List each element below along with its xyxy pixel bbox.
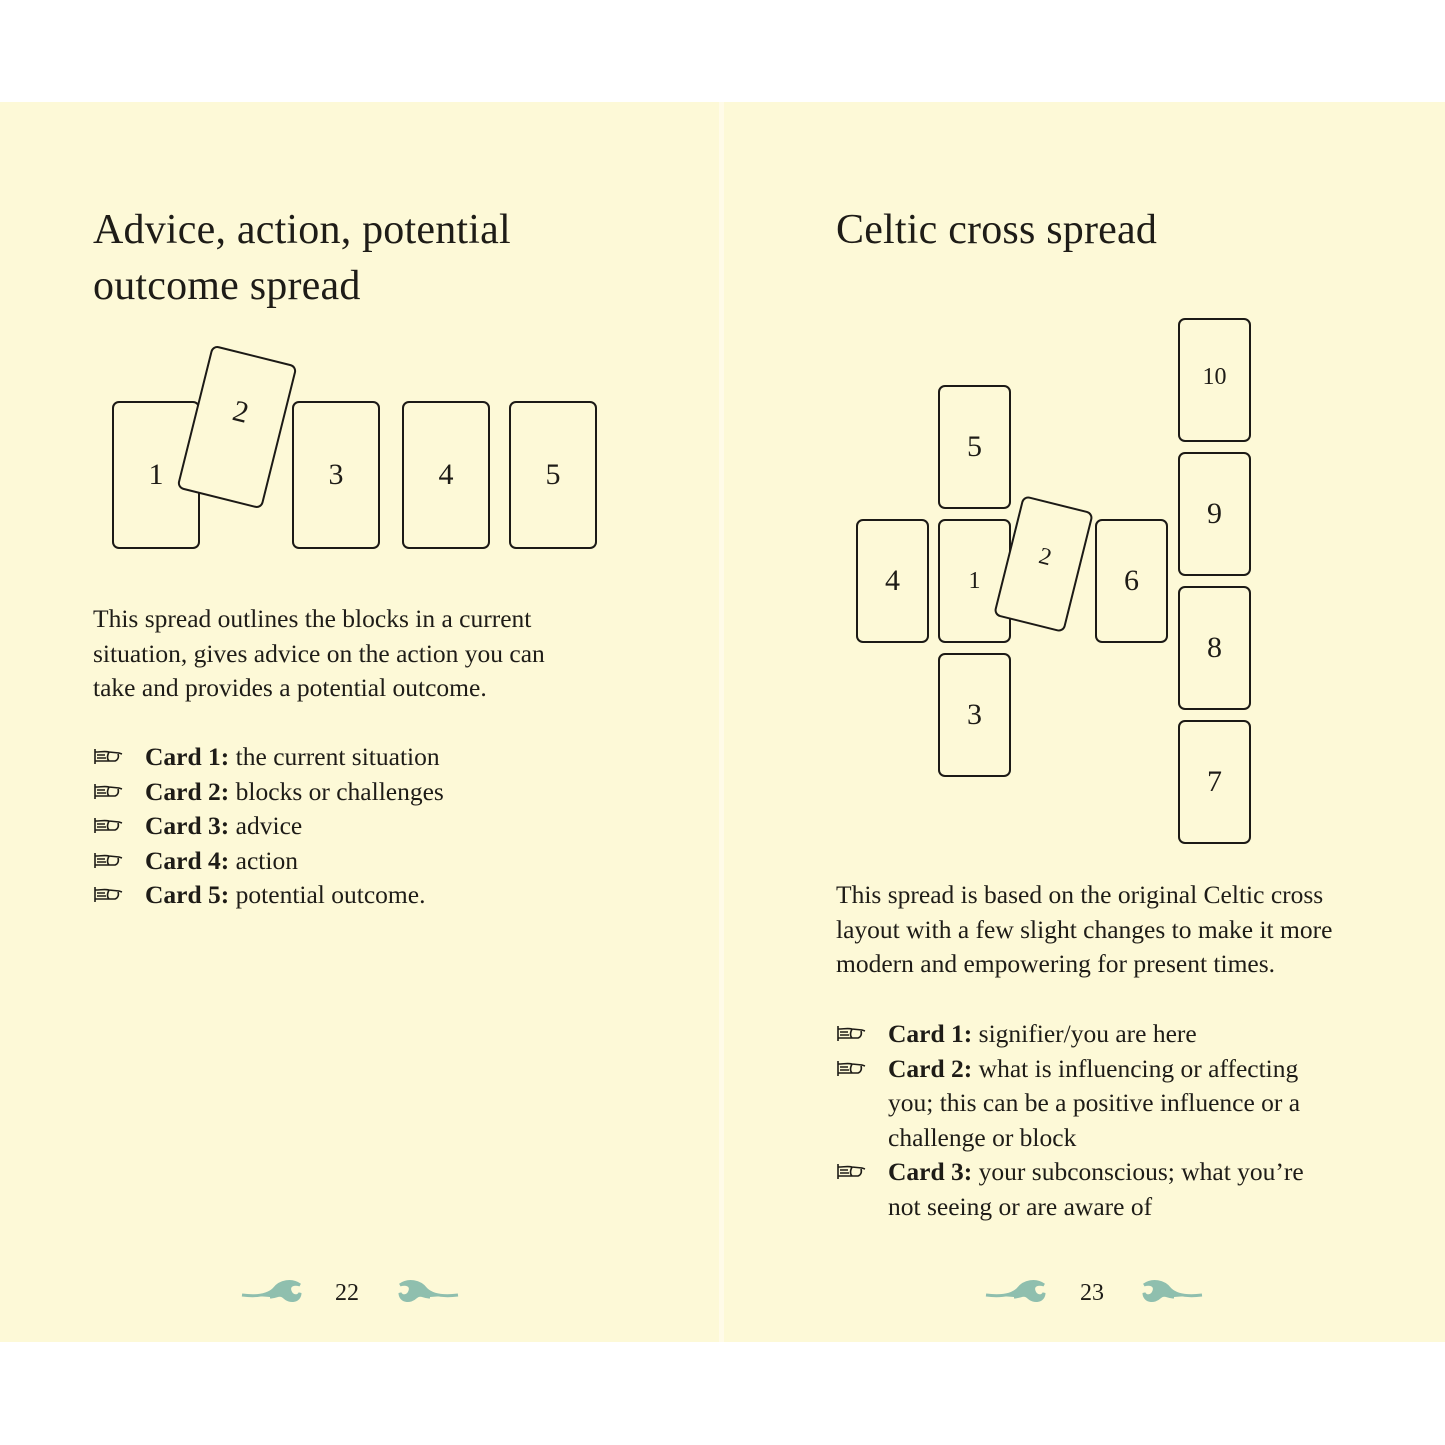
item-label: Card 1: [145,742,230,771]
card-3 [292,401,380,549]
item-text: signifier/you are here [972,1019,1197,1048]
spread-description: This spread outlines the blocks in a current situation, gives advice on the action you can take and provides a potential outcome. [93,604,545,703]
card-number: 4 [885,564,900,597]
right-ornament-icon [1140,1277,1204,1307]
item-text: your subconscious; what you’re not seeing or are aware of [888,1157,1304,1221]
card-number: 3 [328,458,344,491]
page-title: Celtic cross spread [836,207,1158,253]
pointing-hand-icon [93,740,127,774]
card-number: 10 [1202,363,1227,390]
card-meaning-list [93,740,653,913]
card-number: 5 [545,458,561,491]
item-label: Card 1: [888,1019,973,1048]
page-number: 22 [335,1280,359,1306]
card-number: 4 [438,458,454,491]
list-item [93,809,653,844]
card-8 [1178,586,1251,710]
card-6 [1095,519,1168,643]
item-label: Card 3: [888,1157,973,1187]
spread-description: This spread is based on the original Celtic cross layout with a few slight changes to make it more modern and empowering for present times. [836,880,1333,979]
item-text: action [229,845,298,875]
card-1 [938,519,1011,643]
item-text: advice [229,811,303,841]
card-number: 1 [968,567,981,594]
card-9 [1178,452,1251,576]
item-label: Card 2: [145,776,230,806]
page-number: 23 [1080,1280,1104,1306]
title-line-1: Advice, action, potential [93,207,511,253]
card-5 [938,385,1011,509]
list-item [836,1155,1336,1224]
list-item [836,1017,1336,1052]
card-number: 7 [1207,765,1222,798]
card-number: 2 [229,394,253,430]
pointing-hand-icon [93,844,127,878]
card-number: 5 [967,430,982,463]
item-text: what is influencing or affecting you; this can be a positive influence or a challenge or block [888,1053,1301,1152]
card-10 [1178,318,1251,442]
card-2 [993,495,1094,633]
card-number: 2 [1036,542,1055,571]
card-5 [509,401,597,549]
list-item [93,775,653,810]
item-text: potential outcome. [229,880,426,910]
list-item [93,878,653,913]
card-2 [176,345,297,510]
pointing-hand-icon [93,775,127,809]
page-title [93,202,693,314]
title-line-2: outcome spread [93,263,361,309]
card-number: 9 [1207,497,1222,530]
pointing-hand-icon [93,809,127,843]
card-number: 8 [1207,631,1222,664]
card-number: 1 [148,458,164,491]
left-ornament-icon [240,1277,304,1307]
left-ornament-icon [984,1277,1048,1307]
item-label: Card 5: [145,880,230,910]
pointing-hand-icon [836,1052,870,1086]
item-label: Card 4: [145,845,230,875]
page-23 [724,102,1445,1342]
list-item [93,740,653,775]
item-label: Card 2: [888,1053,973,1083]
card-number: 6 [1124,564,1139,597]
item-text: the current situation [229,742,440,771]
card-4 [856,519,929,643]
pointing-hand-icon [836,1017,870,1051]
card-4 [402,401,490,549]
card-number: 3 [967,698,982,731]
card-7 [1178,720,1251,844]
list-item [93,844,653,879]
card-3 [938,653,1011,777]
pointing-hand-icon [836,1155,870,1189]
item-label: Card 3: [145,811,230,841]
pointing-hand-icon [93,878,127,912]
page-22 [0,102,719,1342]
right-ornament-icon [396,1277,460,1307]
item-text: blocks or challenges [229,776,444,806]
card-meaning-list [836,1017,1336,1225]
list-item [836,1052,1336,1156]
